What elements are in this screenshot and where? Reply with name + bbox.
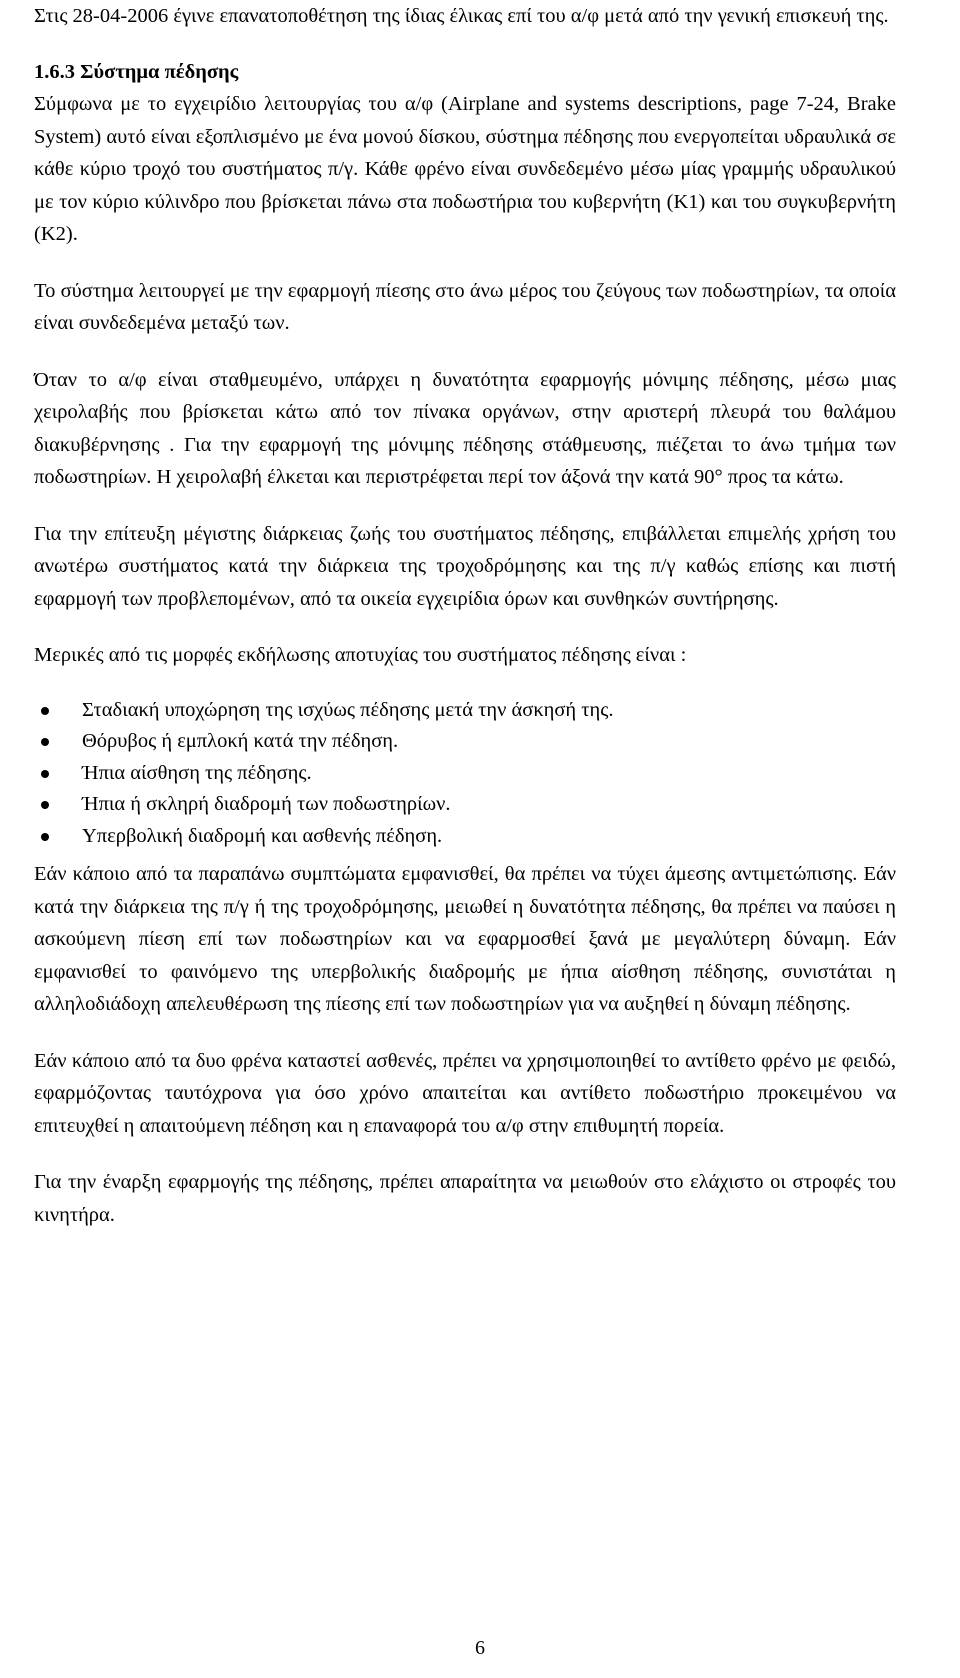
spacer bbox=[34, 672, 896, 695]
list-item-text: Ήπια ή σκληρή διαδρομή των ποδωστηρίων. bbox=[82, 793, 451, 815]
spacer bbox=[34, 251, 896, 275]
spacer bbox=[34, 1021, 896, 1045]
bullet-icon bbox=[41, 738, 49, 746]
paragraph-symptom-handling: Εάν κάποιο από τα παραπάνω συμπτώματα εμφανισθεί, θα πρέπει να τύχει άμεσης αντιμετώπισης. Εάν κατά την διάρκεια της π/γ ή της τροχοδρόμησης, μειωθεί η δυνατότητα πέδησης, θα πρέπει να παύσει η ασκούμενη πίεση επί των ποδωστηρίων και να εφαρμοσθεί ξανά με μεγαλύτερη δύναμη. Εάν εμφανισθεί το φαινόμενο της υπερβολικής διαδρομής με ήπια αίσθηση πέδησης, συνιστάται η αλληλοδιάδοχη απελευθέρωση της πίεσης επί των ποδωστηρίων για να αυξηθεί η δύναμη πέδησης. bbox=[34, 863, 896, 1015]
bullet-icon bbox=[41, 833, 49, 841]
bullet-icon bbox=[41, 707, 49, 715]
list-item-text: Θόρυβος ή εμπλοκή κατά την πέδηση. bbox=[82, 730, 399, 752]
spacer bbox=[34, 340, 896, 364]
paragraph-failure-intro: Μερικές από τις μορφές εκδήλωσης αποτυχίας του συστήματος πέδησης είναι : bbox=[34, 644, 687, 666]
paragraph-engine-rpm: Για την έναρξη εφαρμογής της πέδησης, πρέπει απαραίτητα να μειωθούν στο ελάχιστο οι στροφές του κινητήρα. bbox=[34, 1171, 896, 1226]
paragraph-brake-life: Για την επίτευξη μέγιστης διάρκειας ζωής του συστήματος πέδησης, επιβάλλεται επιμελής χρήση του ανωτέρω συστήματος κατά την διάρκεια της τροχοδρόμησης και της π/γ καθώς επίσης και πιστή εφαρμογή των προβλεπομένων, από τα οικεία εγχειρίδια όρων και συνθηκών συντήρησης. bbox=[34, 522, 896, 610]
bullet-icon bbox=[41, 770, 49, 778]
spacer bbox=[34, 1142, 896, 1166]
list-item-text: Ήπια αίσθηση της πέδησης. bbox=[82, 761, 312, 784]
list-item-text: Υπερβολική διαδρομή και ασθενής πέδηση. bbox=[82, 824, 443, 847]
list-item-text: Σταδιακή υποχώρηση της ισχύως πέδησης μετά την άσκησή της. bbox=[82, 698, 614, 721]
spacer bbox=[34, 494, 896, 518]
list-item bbox=[34, 821, 896, 853]
list-item bbox=[34, 758, 896, 790]
spacer bbox=[34, 33, 896, 56]
page-number: 6 bbox=[475, 1637, 485, 1659]
spacer bbox=[34, 615, 896, 639]
list-item bbox=[34, 726, 896, 758]
list-item bbox=[34, 789, 896, 821]
intro-paragraph: Στις 28-04-2006 έγινε επανατοποθέτηση της ίδιας έλικας επί του α/φ μετά από την γενική επισκευή της. bbox=[34, 5, 889, 27]
paragraph-system-operation: Το σύστημα λειτουργεί με την εφαρμογή πίεσης στο άνω μέρος του ζεύγους των ποδωστηρίων, τα οποία είναι συνδεδεμένα μεταξύ των. bbox=[34, 279, 896, 334]
failure-symptoms-list bbox=[34, 695, 896, 853]
paragraph-brake-description: Σύμφωνα με το εγχειρίδιο λειτουργίας του α/φ (Airplane and systems descriptions, page 7-24, Brake System) αυτό είναι εξοπλισμένο με ένα μονού δίσκου, σύστημα πέδησης που ενεργοπείται υδραυλικά σε κάθε κύριο τροχό του συστήματος π/γ. Κάθε φρένο είναι συνδεδεμένο μέσω μίας γραμμής υδραυλικού με τον κύριο κύλινδρο που βρίσκεται πάνω στα ποδωστήρια του κυβερνήτη (Κ1) και του συγκυβερνήτη (Κ2). bbox=[34, 93, 896, 245]
bullet-icon bbox=[41, 801, 49, 809]
paragraph-weak-brake: Εάν κάποιο από τα δυο φρένα καταστεί ασθενές, πρέπει να χρησιμοποιηθεί το αντίθετο φρένο με φειδώ, εφαρμόζοντας ταυτόχρονα για όσο χρόνο απαιτείται και αντίθετο ποδωστήριο προκειμένου να επιτευχθεί η απαιτούμενη πέδηση και η επαναφορά του α/φ στην επιθυμητή πορεία. bbox=[34, 1049, 896, 1137]
section-heading: 1.6.3 Σύστημα πέδησης bbox=[34, 60, 239, 83]
paragraph-parking-brake: Όταν το α/φ είναι σταθμευμένο, υπάρχει η δυνατότητα εφαρμογής μόνιμης πέδησης, μέσω μιας χειρολαβής που βρίσκεται κάτω από τον πίνακα οργάνων, στην αριστερή πλευρά του θαλάμου διακυβέρνησης . Για την εφαρμογή της μόνιμης πέδησης στάθμευσης, πιέζεται το άνω τμήμα των ποδωστηρίων. Η χειρολαβή έλκεται και περιστρέφεται περί τον άξονά την κατά 90° προς τα κάτω. bbox=[34, 368, 896, 488]
list-item bbox=[34, 695, 896, 727]
